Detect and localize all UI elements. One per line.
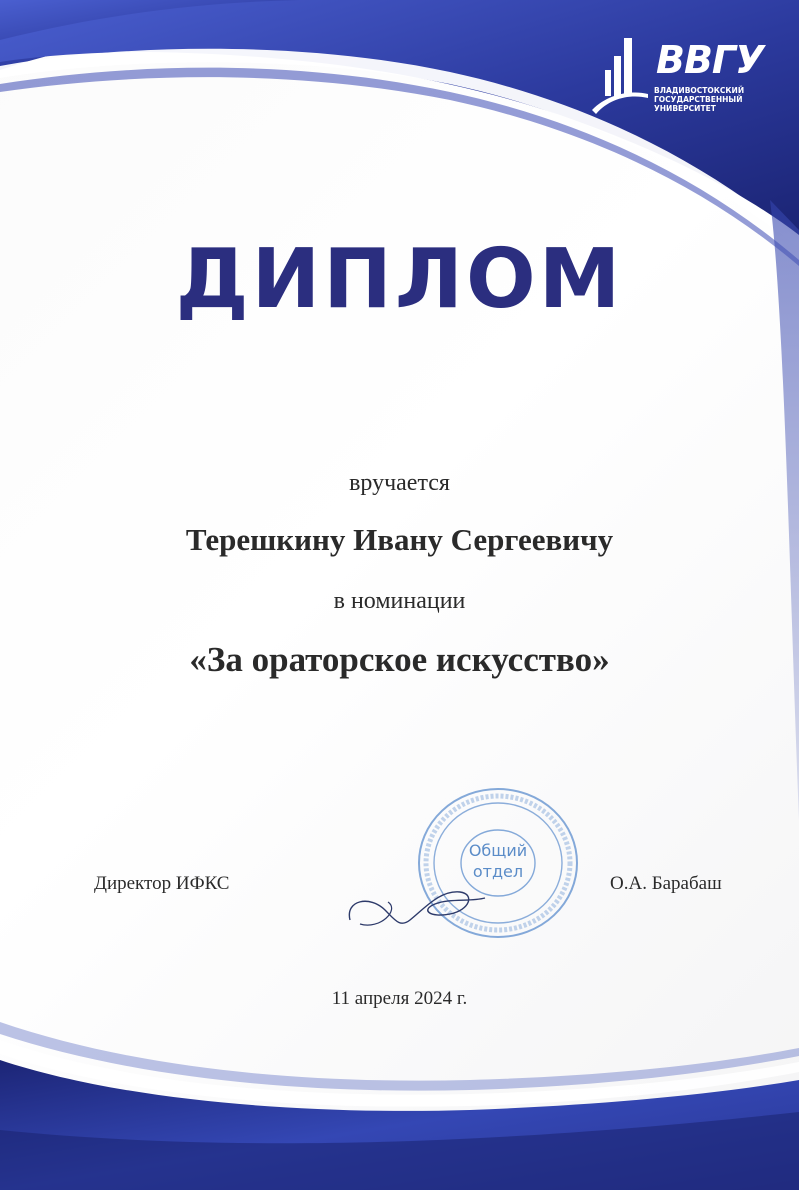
handwritten-signature	[340, 880, 490, 940]
nomination-text: в номинации	[333, 588, 466, 614]
logo-subtitle-line: ГОСУДАРСТВЕННЫЙ	[654, 95, 743, 104]
recipient-name: Терешкину Ивану Сергеевичу	[185, 522, 614, 557]
logo-subtitle-line: УНИВЕРСИТЕТ	[654, 104, 716, 113]
diploma-title: ДИПЛОМ	[175, 232, 624, 327]
awarded-text: вручается	[349, 470, 450, 496]
stamp-line: отдел	[472, 862, 524, 881]
signatory-name: О.А. Барабаш	[610, 873, 722, 894]
building-bars-icon	[590, 34, 652, 118]
logo-subtitle	[654, 86, 744, 113]
logo-wordmark: ВВГУ	[656, 38, 764, 82]
logo-subtitle-line: ВЛАДИВОСТОКСКИЙ	[654, 86, 745, 95]
award-name: «За ораторское искусство»	[189, 640, 610, 679]
stamp-line: Общий	[468, 841, 528, 860]
university-logo	[590, 34, 780, 126]
signatory-position: Директор ИФКС	[94, 873, 230, 894]
issue-date: 11 апреля 2024 г.	[331, 988, 468, 1009]
